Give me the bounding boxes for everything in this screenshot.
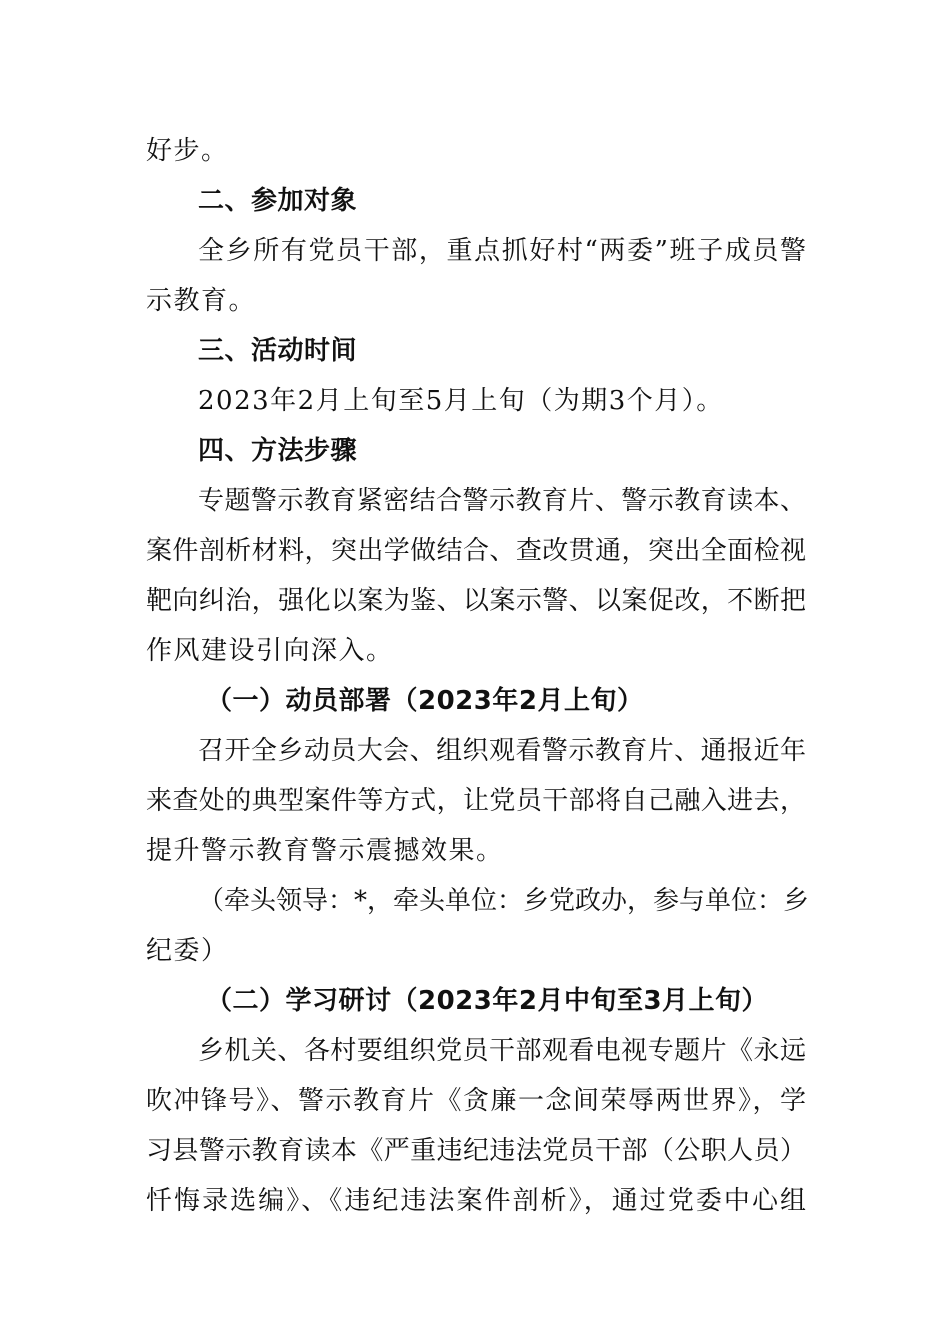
paragraph-line: 来查处的典型案件等方式，让党员干部将自己融入进去，: [146, 786, 806, 816]
paragraph-line: 忏悔录选编》、《违纪违法案件剖析》，通过党委中心组: [146, 1186, 806, 1216]
paragraph-line: 习县警示教育读本《严重违纪违法党员干部（公职人员）: [146, 1136, 806, 1166]
section-heading-activity-time: 三、活动时间: [198, 336, 358, 366]
paragraph-line: 示教育。: [146, 286, 257, 316]
section-heading-participants: 二、参加对象: [198, 186, 358, 216]
subsection-heading-mobilization: （一）动员部署（2023年2月上旬）: [206, 686, 644, 716]
subsection-heading-study: （二）学习研讨（2023年2月中旬至3月上旬）: [206, 986, 769, 1016]
paragraph-line: 吹冲锋号》、警示教育片《贪廉一念间荣辱两世界》，学: [146, 1086, 806, 1116]
paragraph-line: 提升警示教育警示震撼效果。: [146, 836, 504, 866]
paragraph-line: 全乡所有党员干部，重点抓好村“两委”班子成员警: [198, 236, 806, 266]
paragraph-line: 乡机关、各村要组织党员干部观看电视专题片《永远: [198, 1036, 806, 1066]
paragraph-line: 专题警示教育紧密结合警示教育片、警示教育读本、: [198, 486, 806, 516]
paragraph-line: 2023年2月上旬至5月上旬（为期3个月）。: [198, 386, 724, 416]
section-heading-methods: 四、方法步骤: [198, 436, 358, 466]
paragraph-line: 纪委）: [146, 936, 229, 966]
paragraph-line: 召开全乡动员大会、组织观看警示教育片、通报近年: [198, 736, 806, 766]
paragraph-line: （牵头领导：*，牵头单位：乡党政办，参与单位：乡: [198, 886, 810, 916]
paragraph-line: 作风建设引向深入。: [146, 636, 394, 666]
paragraph-line: 案件剖析材料，突出学做结合、查改贯通，突出全面检视: [146, 536, 806, 566]
paragraph-line: 靶向纠治，强化以案为鉴、以案示警、以案促改，不断把: [146, 586, 806, 616]
paragraph-continuation: 好步。: [146, 136, 229, 166]
